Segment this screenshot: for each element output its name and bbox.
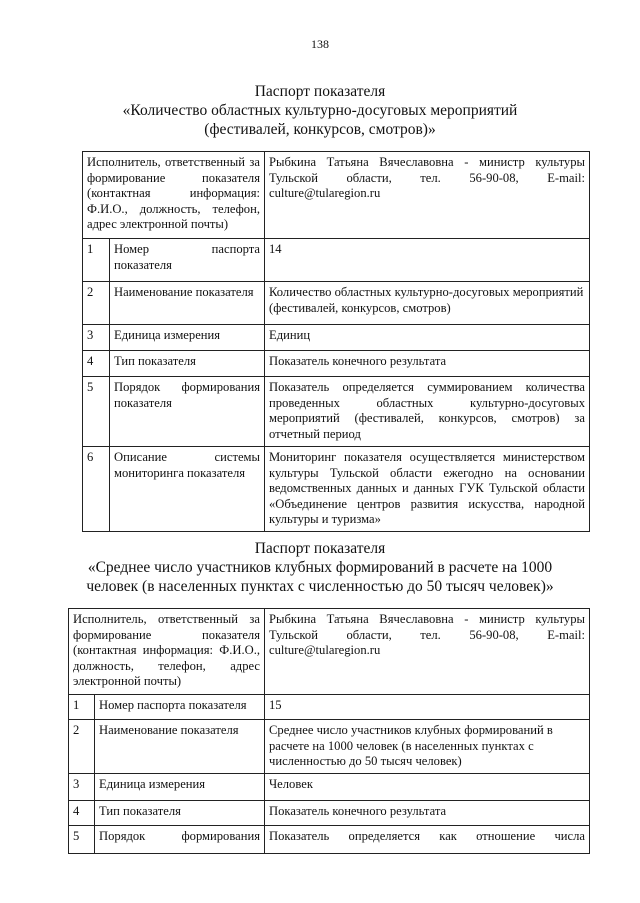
row-label: Тип показателя (95, 800, 265, 825)
passport1-title-line: «Количество областных культурно-досуговых мероприятий (122, 102, 518, 119)
row-label: Наименование показателя (95, 720, 265, 774)
passport2-title (0, 539, 640, 596)
row-value: Показатель конечного результата (265, 800, 590, 825)
row-number: 4 (83, 351, 110, 377)
table-row (83, 351, 590, 377)
row-number: 2 (69, 720, 95, 774)
row-number: 5 (83, 377, 110, 447)
passport2-table (68, 608, 590, 854)
page-number: 138 (311, 37, 329, 51)
passport2-title-line: человек (в населенных пунктах с численностью до 50 тысяч человек)» (86, 578, 554, 595)
row-label: Порядок формирования показателя (110, 377, 265, 447)
row-value: 15 (265, 695, 590, 720)
row-label: Единица измерения (110, 325, 265, 351)
row-value: Человек (265, 773, 590, 800)
row-number: 1 (83, 239, 110, 282)
row-number: 5 (69, 825, 95, 853)
passport2-title-line: Паспорт показателя (254, 540, 386, 557)
executor-value: Рыбкина Татьяна Вячеславовна - министр культуры Тульской области, тел. 56-90-08, E-mail: culture@tularegion.ru (265, 609, 590, 695)
passport1-title-line: (фестивалей, конкурсов, смотров)» (204, 121, 436, 138)
row-label: Наименование показателя (110, 282, 265, 325)
table-row (69, 825, 590, 853)
row-label: Номер паспорта показателя (95, 695, 265, 720)
row-number: 6 (83, 447, 110, 532)
passport1-title-line: Паспорт показателя (254, 83, 386, 100)
row-number: 3 (69, 773, 95, 800)
row-number: 3 (83, 325, 110, 351)
executor-value: Рыбкина Татьяна Вячеславовна - министр культуры Тульской области, тел. 56-90-08, E-mail: culture@tularegion.ru (265, 152, 590, 239)
table-row (69, 720, 590, 774)
row-value: Количество областных культурно-досуговых мероприятий (фестивалей, конкурсов, смотров) (265, 282, 590, 325)
table-row (83, 282, 590, 325)
row-label: Номер паспорта показателя (110, 239, 265, 282)
row-number: 4 (69, 800, 95, 825)
table-row (83, 325, 590, 351)
row-value: Единиц (265, 325, 590, 351)
row-value: Показатель определяется как отношение числа (265, 825, 590, 853)
row-value: Показатель конечного результата (265, 351, 590, 377)
executor-row (83, 152, 590, 239)
passport1-table (82, 151, 590, 532)
row-label: Описание системы мониторинга показателя (110, 447, 265, 532)
table-row (69, 800, 590, 825)
row-value: Среднее число участников клубных формирований в расчете на 1000 человек (в населенных пунктах с численностью до 50 тысяч человек) (265, 720, 590, 774)
table-row (69, 773, 590, 800)
row-number: 2 (83, 282, 110, 325)
row-number: 1 (69, 695, 95, 720)
row-value: 14 (265, 239, 590, 282)
row-label: Единица измерения (95, 773, 265, 800)
row-value: Показатель определяется суммированием количества проведенных областных культурно-досуговых мероприятий (фестивалей, конкурсов, смотров) за отчетный период (265, 377, 590, 447)
table-row (83, 377, 590, 447)
row-value: Мониторинг показателя осуществляется министерством культуры Тульской области ежегодно на основании ведомственных данных и данных ГУК Тульской области «Объединение центров развития искусства, народной культуры и туризма» (265, 447, 590, 532)
passport1-title (0, 82, 640, 139)
executor-label: Исполнитель, ответственный за формирование показателя (контактная информация: Ф.И.О., должность, телефон, адрес электронной почты) (69, 609, 265, 695)
table-row (83, 239, 590, 282)
row-label: Порядок формирования (95, 825, 265, 853)
executor-row (69, 609, 590, 695)
table-row (83, 447, 590, 532)
row-label: Тип показателя (110, 351, 265, 377)
passport2-title-line: «Среднее число участников клубных формирований в расчете на 1000 (87, 559, 553, 576)
table-row (69, 695, 590, 720)
executor-label: Исполнитель, ответственный за формирование показателя (контактная информация: Ф.И.О., должность, телефон, адрес электронной почты) (83, 152, 265, 239)
